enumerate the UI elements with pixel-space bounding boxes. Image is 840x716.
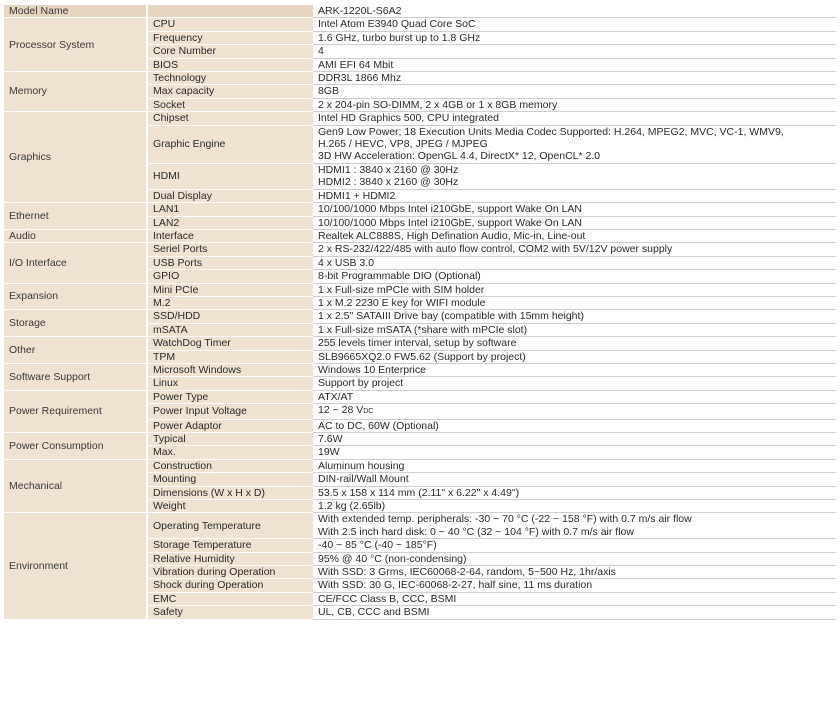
category-other: Other — [4, 337, 147, 364]
spec-label: EMC — [147, 592, 313, 605]
spec-label: Graphic Engine — [147, 125, 313, 163]
spec-label: GPIO — [147, 270, 313, 283]
spec-value — [313, 459, 836, 472]
spec-label: Max capacity — [147, 85, 313, 98]
spec-value — [313, 419, 836, 432]
spec-label: TPM — [147, 350, 313, 363]
spec-row-technology — [4, 72, 836, 85]
spec-label: BIOS — [147, 58, 313, 71]
category-mechanical: Mechanical — [4, 459, 147, 513]
spec-label: Shock during Operation — [147, 579, 313, 592]
spec-value-line — [318, 404, 836, 418]
spec-value-line: Intel HD Graphics 500, CPU integrated — [318, 112, 499, 125]
spec-value-line: 7.6W — [318, 433, 343, 445]
spec-label: Frequency — [147, 31, 313, 44]
spec-value-line: Support by project — [318, 377, 404, 390]
spec-value-line: 2 x 204-pin SO-DIMM, 2 x 4GB or 1 x 8GB memory — [318, 98, 558, 111]
spec-label: Socket — [147, 98, 313, 111]
spec-row-seriel-ports — [4, 243, 836, 256]
spec-value-line: 8GB — [318, 85, 340, 98]
spec-label: Power Type — [147, 390, 313, 403]
spec-label: Chipset — [147, 112, 313, 125]
spec-label: Mini PCIe — [147, 283, 313, 296]
spec-label: Microsoft Windows — [147, 363, 313, 376]
spec-label: Max. — [147, 446, 313, 459]
spec-label: mSATA — [147, 323, 313, 336]
spec-row-power-type — [4, 390, 836, 403]
spec-value — [313, 125, 836, 163]
spec-row-watchdog-timer — [4, 337, 836, 350]
spec-value — [313, 486, 836, 499]
spec-label: LAN2 — [147, 216, 313, 229]
spec-value-line: 3D HW Acceleration: OpenGL 4.4, DirectX* 12, OpenCL* 2.0 — [318, 150, 601, 163]
category-storage: Storage — [4, 310, 147, 337]
model-name-value: ARK-1220L-S6A2 — [313, 5, 836, 18]
header-row — [4, 5, 836, 18]
spec-value-line: 10/100/1000 Mbps Intel i210GbE, support Wake On LAN — [318, 203, 583, 216]
spec-label: Weight — [147, 500, 313, 513]
spec-value — [313, 446, 836, 459]
spec-value — [313, 513, 836, 539]
spec-value — [313, 377, 836, 390]
spec-label: Power Input Voltage — [147, 404, 313, 419]
category-power-consumption: Power Consumption — [4, 433, 147, 460]
spec-value — [313, 606, 836, 619]
spec-value-line: 53.5 x 158 x 114 mm (2.11" x 6.22" x 4.49") — [318, 486, 520, 499]
model-name-label: Model Name — [4, 5, 147, 18]
spec-label: M.2 — [147, 296, 313, 309]
spec-value — [313, 404, 836, 419]
spec-value — [313, 58, 836, 71]
spec-value — [313, 31, 836, 44]
spec-row-cpu — [4, 18, 836, 31]
spec-value-line: 95% @ 40 °C (non-condensing) — [318, 552, 467, 565]
unit-subscript: DC — [363, 408, 374, 416]
spec-value-line: UL, CB, CCC and BSMI — [318, 606, 430, 619]
spec-value-line: Intel Atom E3940 Quad Core SoC — [318, 18, 476, 31]
spec-value — [313, 592, 836, 605]
category-audio: Audio — [4, 229, 147, 242]
spec-value-line: 1 x M.2 2230 E key for WIFI module — [318, 296, 486, 309]
spec-label: Power Adaptor — [147, 419, 313, 432]
spec-value — [313, 566, 836, 579]
spec-value — [313, 500, 836, 513]
category-ethernet: Ethernet — [4, 203, 147, 230]
spec-label: Typical — [147, 433, 313, 446]
spec-value-line: 10/100/1000 Mbps Intel i210GbE, support Wake On LAN — [318, 216, 583, 229]
spec-value — [313, 323, 836, 336]
spec-value-line: Windows 10 Enterprice — [318, 363, 426, 376]
spec-value — [313, 350, 836, 363]
spec-label: SSD/HDD — [147, 310, 313, 323]
spec-value-line: With SSD: 30 G, IEC-60068-2-27, half sine, 11 ms duration — [318, 579, 593, 592]
spec-value — [313, 18, 836, 31]
spec-value-line: 1.2 kg (2.65lb) — [318, 500, 386, 513]
spec-value — [313, 98, 836, 111]
spec-value — [313, 390, 836, 403]
spec-value-line: H.265 / HEVC, VP8, JPEG / MJPEG — [318, 138, 488, 151]
spec-value — [313, 270, 836, 283]
spec-value-line: 4 x USB 3.0 — [318, 256, 375, 269]
spec-value-line: 1.6 GHz, turbo burst up to 1.8 GHz — [318, 31, 481, 44]
spec-table — [4, 5, 836, 620]
spec-row-lan1 — [4, 203, 836, 216]
spec-value — [313, 283, 836, 296]
spec-value — [313, 473, 836, 486]
spec-value-line: Aluminum housing — [318, 459, 405, 472]
spec-label: Seriel Ports — [147, 243, 313, 256]
spec-value — [313, 72, 836, 85]
spec-label: LAN1 — [147, 203, 313, 216]
spec-value-line: Realtek ALC888S, High Defination Audio, Mic-in, Line-out — [318, 229, 586, 242]
spec-label: HDMI — [147, 163, 313, 189]
spec-label: CPU — [147, 18, 313, 31]
spec-value — [313, 579, 836, 592]
spec-row-chipset — [4, 112, 836, 125]
spec-value — [313, 85, 836, 98]
spec-value-line: 1 x Full-size mPCIe with SIM holder — [318, 283, 485, 296]
spec-value-line: HDMI1 + HDMI2 — [318, 189, 396, 202]
spec-value — [313, 45, 836, 58]
category-expansion: Expansion — [4, 283, 147, 310]
spec-value-line: HDMI2 : 3840 x 2160 @ 30Hz — [318, 176, 459, 189]
spec-row-interface — [4, 229, 836, 242]
spec-label: WatchDog Timer — [147, 337, 313, 350]
category-processor-system: Processor System — [4, 18, 147, 72]
spec-value-line: DIN-rail/Wall Mount — [318, 473, 409, 486]
spec-label: Core Number — [147, 45, 313, 58]
spec-value — [313, 310, 836, 323]
spec-value-line: Gen9 Low Power; 18 Execution Units Media Codec Supported: H.264, MPEG2, MVC, VC-1, WMV9, — [318, 125, 784, 138]
spec-value — [313, 256, 836, 269]
spec-value-line: 1 x Full-size mSATA (*share with mPCIe slot) — [318, 323, 528, 336]
spec-value — [313, 229, 836, 242]
spec-value — [313, 216, 836, 229]
spec-label: Dual Display — [147, 189, 313, 202]
spec-value — [313, 337, 836, 350]
spec-row-microsoft-windows — [4, 363, 836, 376]
spec-table-body — [4, 5, 836, 619]
spec-value-line: AMI EFI 64 Mbit — [318, 58, 394, 71]
spec-label: USB Ports — [147, 256, 313, 269]
spec-value-line: AC to DC, 60W (Optional) — [318, 419, 439, 432]
spec-label: Construction — [147, 459, 313, 472]
spec-value — [313, 539, 836, 552]
spec-label: Relative Humidity — [147, 552, 313, 565]
spec-value — [313, 363, 836, 376]
spec-value-line: With SSD: 3 Grms, IEC60068-2-64, random, 5~500 Hz, 1hr/axis — [318, 566, 616, 579]
spec-label: Mounting — [147, 473, 313, 486]
spec-value — [313, 433, 836, 446]
spec-value-line: CE/FCC Class B, CCC, BSMI — [318, 592, 457, 605]
spec-value — [313, 296, 836, 309]
spec-value-line: With 2.5 inch hard disk: 0 ~ 40 °C (32 ~ 104 °F) with 0.7 m/s air flow — [318, 525, 634, 538]
category-software-support: Software Support — [4, 363, 147, 390]
spec-value-line: With extended temp. peripherals: -30 ~ 70 °C (-22 ~ 158 °F) with 0.7 m/s air flow — [318, 513, 692, 526]
spec-value-line: -40 ~ 85 °C (-40 ~ 185°F) — [318, 539, 437, 552]
spec-value-line: ATX/AT — [318, 390, 354, 403]
category-environment: Environment — [4, 513, 147, 619]
spec-value-line: 2 x RS-232/422/485 with auto flow control, COM2 with 5V/12V power supply — [318, 243, 673, 256]
spec-value — [313, 163, 836, 189]
category-power-requirement: Power Requirement — [4, 390, 147, 432]
spec-row-operating-temperature — [4, 513, 836, 539]
category-memory: Memory — [4, 72, 147, 112]
spec-value-line: DDR3L 1866 Mhz — [318, 72, 402, 85]
spec-value-line: 8-bit Programmable DIO (Optional) — [318, 270, 481, 283]
spec-label: Technology — [147, 72, 313, 85]
spec-label: Linux — [147, 377, 313, 390]
spec-value-line: 1 x 2.5" SATAIII Drive bay (compatible with 15mm height) — [318, 310, 584, 323]
spec-label: Vibration during Operation — [147, 566, 313, 579]
spec-value-line: 255 levels timer interval, setup by software — [318, 337, 517, 350]
spec-value — [313, 203, 836, 216]
spec-label: Operating Temperature — [147, 513, 313, 539]
spec-row-construction — [4, 459, 836, 472]
spec-value-line: SLB9665XQ2.0 FW5.62 (Support by project) — [318, 350, 526, 363]
category-graphics: Graphics — [4, 112, 147, 203]
spec-label: Safety — [147, 606, 313, 619]
category-i-o-interface: I/O Interface — [4, 243, 147, 283]
spec-value-line: 4 — [318, 45, 324, 58]
spec-label: Interface — [147, 229, 313, 242]
spec-value — [313, 243, 836, 256]
model-name-spacer — [147, 5, 313, 18]
spec-value-line: 19W — [318, 446, 340, 459]
spec-row-ssd-hdd — [4, 310, 836, 323]
spec-value-line: 12 ~ 28 V — [318, 404, 364, 417]
spec-value — [313, 552, 836, 565]
spec-value — [313, 189, 836, 202]
spec-row-mini-pcie — [4, 283, 836, 296]
spec-row-typical — [4, 433, 836, 446]
spec-value — [313, 112, 836, 125]
spec-label: Storage Temperature — [147, 539, 313, 552]
spec-value-line: HDMI1 : 3840 x 2160 @ 30Hz — [318, 163, 459, 176]
spec-label: Dimensions (W x H x D) — [147, 486, 313, 499]
